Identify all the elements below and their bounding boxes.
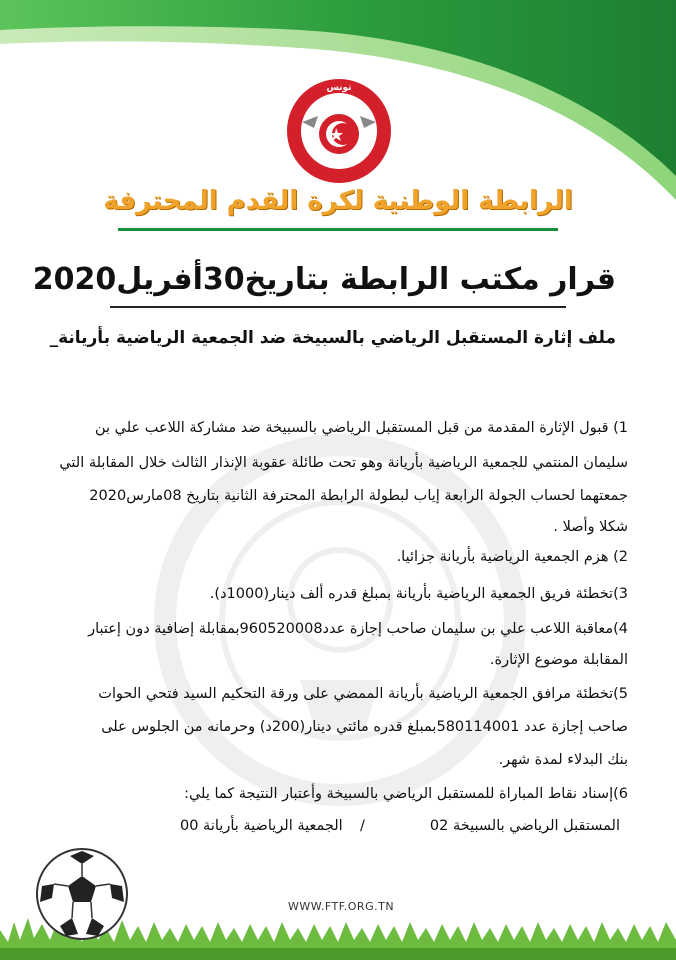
website-link[interactable]: WWW.FTF.ORG.TN (288, 900, 395, 913)
decision-title: قرار مكتب الرابطة بتاريخ30أفريل2020 (32, 262, 616, 297)
result-home-team: المستقبل الرياضي بالسبيخة 02 (429, 818, 620, 834)
file-subject: ملف إثارة المستقبل الرياضي بالسبيخة ضد الجمعية الرياضية بأريانة_ (49, 328, 616, 348)
body-line: جمعتهما لحساب الجولة الرابعة إياب لبطولة الرابطة المحترفة الثانية بتاريخ 08مارس2020 (89, 488, 628, 504)
ftf-logo (284, 76, 394, 186)
body-line: بنك البدلاء لمدة شهر. (498, 752, 628, 768)
body-line: سليمان المنتمي للجمعية الرياضية بأريانة وهو تحت طائلة عقوبة الإنذار الثالث خلال المقابلة التي (59, 455, 628, 471)
body-line: صاحب إجازة عدد 580114001بمبلغ قدره مائتي دينار(200د) وحرمانه من الجلوس على (101, 719, 628, 735)
body-line: 6)إسناد نقاط المباراة للمستقبل الرياضي بالسبيخة وأعتبار النتيجة كما يلي: (184, 786, 628, 802)
match-result (180, 818, 620, 842)
result-away-team: الجمعية الرياضية بأريانة 00 (180, 818, 343, 834)
league-underline (118, 228, 558, 231)
body-line: 5)تخطئة مرافق الجمعية الرياضية بأريانة الممضي على ورقة التحكيم السيد فتحي الحوات (98, 686, 628, 702)
league-name: الرابطة الوطنية لكرة القدم المحترفة (103, 186, 573, 216)
body-line: 3)تخطئة فريق الجمعية الرياضية بأريانة بمبلغ قدره ألف دينار(1000د). (209, 586, 628, 602)
body-line: شكلا وأصلا . (553, 519, 628, 535)
title-underline (110, 306, 566, 308)
body-line: 1) قبول الإثارة المقدمة من قبل المستقبل الرياضي بالسبيخة ضد مشاركة اللاعب علي بن (94, 420, 628, 436)
body-line: المقابلة موضوع الإثارة. (489, 652, 628, 668)
federation-watermark (150, 430, 530, 810)
football-icon (34, 846, 130, 942)
result-separator: / (360, 818, 365, 834)
logo-arabic-text: تونس (326, 83, 352, 93)
body-line: 2) هزم الجمعية الرياضية بأريانة جزائيا. (396, 549, 628, 565)
body-line: 4)معاقبة اللاعب علي بن سليمان صاحب إجازة عدد960520008بمقابلة إضافية دون إعتبار (88, 621, 628, 637)
